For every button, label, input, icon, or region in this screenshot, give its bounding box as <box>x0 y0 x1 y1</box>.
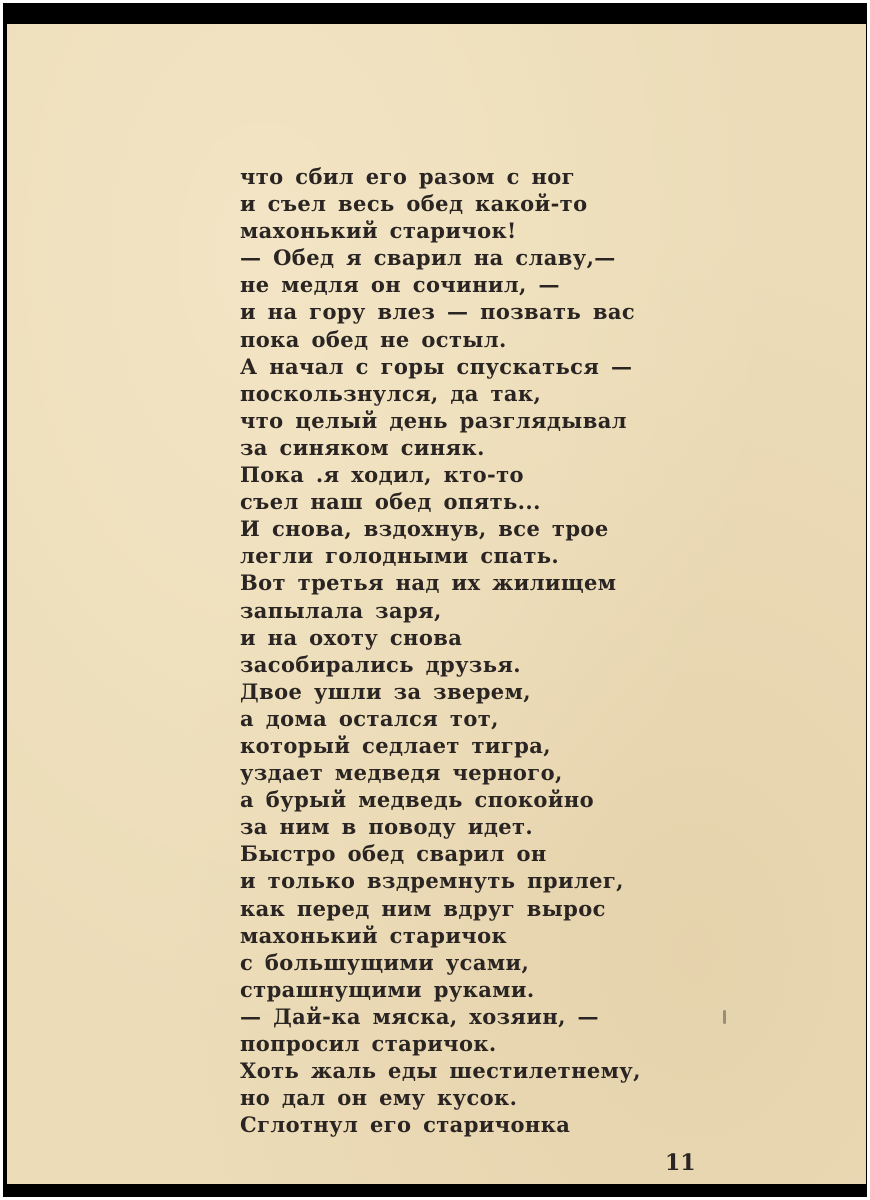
poem-line: который седлает тигра, <box>240 732 551 758</box>
poem-line: и только вздремнуть прилег, <box>240 868 624 894</box>
poem-line: — Обед я сварил на славу,— <box>240 245 616 271</box>
poem-line: попросил старичок. <box>240 1031 497 1056</box>
poem-line: но дал он ему кусок. <box>240 1085 518 1111</box>
poem-line: Двое ушли за зверем, <box>240 678 531 704</box>
poem-line: махонький старичок! <box>240 218 517 244</box>
poem-line: а дома остался тот, <box>240 705 499 731</box>
poem-line: запылала заря, <box>240 597 442 623</box>
poem-line: Хоть жаль еды шестилетнему, <box>240 1058 641 1084</box>
poem-line: и на охоту снова <box>240 624 463 650</box>
book-page <box>7 24 866 1184</box>
poem-line: Вот третья над их жилищем <box>240 570 617 596</box>
poem-line: что целый день разглядывал <box>240 407 627 433</box>
poem-line: поскользнулся, да так, <box>240 380 542 406</box>
poem-line: и съел весь обед какой-то <box>240 191 588 217</box>
page-number: 11 <box>665 1150 696 1176</box>
poem-line: что сбил его разом с ног <box>240 164 575 189</box>
poem-text <box>240 163 641 1138</box>
poem-line: И снова, вздохнув, все трое <box>240 516 609 542</box>
poem-line: как перед ним вдруг вырос <box>240 895 606 921</box>
poem-line: — Дай-ка мяска, хозяин, — <box>240 1003 599 1029</box>
poem-line: а бурый медведь спокойно <box>240 787 594 813</box>
poem-line: за ним в поводу идет. <box>240 814 534 840</box>
poem-line: Пока .я ходил, кто-то <box>240 462 524 488</box>
poem-line: страшнущими руками. <box>240 976 535 1002</box>
poem-line: махонький старичок <box>240 922 508 948</box>
poem-line: А начал с горы спускаться — <box>240 353 633 379</box>
poem-line: съел наш обед опять... <box>240 489 541 515</box>
poem-line: засобирались друзья. <box>240 651 522 677</box>
poem-line: легли голодными спать. <box>240 543 560 569</box>
poem-line: уздает медведя черного, <box>240 760 563 786</box>
poem-line: и на гору влез — позвать вас <box>240 299 636 325</box>
paper-speck <box>723 1010 726 1024</box>
poem-line: за синяком синяк. <box>240 434 485 460</box>
poem-line: Быстро обед сварил он <box>240 841 547 867</box>
poem-line: пока обед не остыл. <box>240 326 507 352</box>
poem-line: не медля он сочинил, — <box>240 272 560 298</box>
poem-line: Сглотнул его старичонка <box>240 1112 571 1138</box>
poem-line: с большущими усами, <box>240 949 530 975</box>
